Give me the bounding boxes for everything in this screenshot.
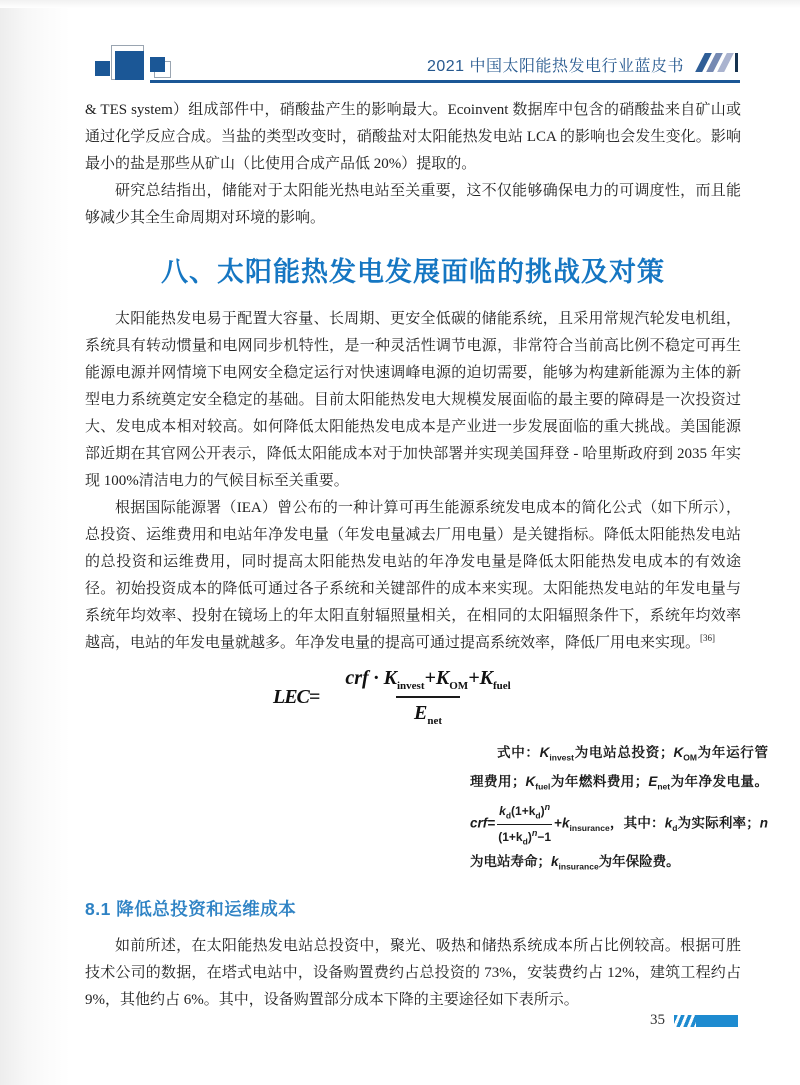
legend-text: ) [540,804,545,819]
term-k-invest: K [383,667,397,689]
legend-text: −1 [537,829,551,844]
plus-sign: + [424,667,436,689]
formula-lhs [273,686,319,709]
sub-invest: invest [396,680,425,692]
crf-fraction [497,800,552,848]
blueprint-logo-icon [90,44,180,84]
var-k: K [525,773,536,789]
term-k-fuel: K [479,667,493,689]
legend-text: 为年净发电量。 [670,773,769,789]
sub-d: d [672,823,678,834]
var-e: E [648,773,658,789]
var-k: K [539,745,550,760]
legend-text: (1+k [498,829,523,844]
formula-equals: = [308,685,320,708]
page-top-shadow [0,0,800,8]
paragraph-tes-nitrate: & TES system）组成部件中，硝酸盐产生的影响最大。Ecoinvent 数据库中包含的硝酸盐来自矿山或通过化学反应合成。当盐的类型改变时，硝酸盐对太阳能热发电站 LCA 的影响也会发生变化。影响最小的盐是那些从矿山（比使用合成产品低 20%）提取的。 [85,102,741,172]
logo-small-left-square [95,61,110,76]
formula-legend [470,741,768,879]
sup-n: n [544,802,551,813]
term-crf: crf [345,667,369,689]
paragraph-csp-advantages: 太阳能热发电易于配置大容量、长周期、更安全低碳的储能系统，且采用常规汽轮发电机组，系统具有转动惯量和电网同步机特性，是一种灵活性调节电源，非常符合当前高比例不稳定可再生能源电源并网情境下电网安全稳定运行对快速调峰电源的迫切需要，能够为构建新能源为主体的新型电力系统奠定安全稳定的基础。目前太阳能热发电大规模发展面临的最主要的障碍是一次投资过大、发电成本相对较高。如何降低太阳能热发电成本是产业进一步发展面临的重大挑战。美国能源部近期在其官网公开表示，降低太阳能成本对于加快部署并实现美国拜登 - 哈里斯政府到 2035 年实现 100%清洁电力的气候目标至关重要。 [85,311,741,489]
legend-text: 为年保险费。 [598,854,680,870]
logo-big-square [115,51,144,80]
var-k: k [551,854,559,870]
paragraph-cost-breakdown: 如前所述，在太阳能热发电站总投资中，聚光、吸热和储热系统成本所占比例较高。根据可胜技术公司的数据，在塔式电站中，设备购置费约占总投资的 73%，安装费约占 12%，建筑工程约占 9%，其他约占 6%。其中，设备购置部分成本下降的主要途径如下表所示。 [85,937,741,1008]
var-k: k [499,804,506,819]
chapter-heading: 八、太阳能热发电发展面临的挑战及对策 [161,257,665,287]
header-divider-line [150,80,740,83]
legend-text: ，其中： [609,815,665,831]
page-left-shadow [0,0,70,1085]
logo-small-right-square [150,57,165,72]
paragraph-iea-text: 根据国际能源署（IEA）曾公布的一种计算可再生能源系统发电成本的简化公式（如下所示），总投资、运维费用和电站年净发电量（年发电量减去厂用电量）是关键指标。降低太阳能热发电站的总投资和运维费用，同时提高太阳能热发电站的年净发电量是降低太阳能热发电成本的有效途径。初始投资成本的降低可通过各子系统和关键部件的成本来实现。太阳能热发电站的年发电量与系统年均效率、投射在镜场上的年太阳直射辐照量相关，在相同的太阳辐照条件下，系统年均效率越高，电站的年发电量就越多。年净发电量的提高可通过提高系统效率，降低厂用电来实现。 [85,500,741,651]
var-k: k [664,815,673,831]
page-content [85,97,769,1014]
sub-net: net [657,781,671,792]
sub-d: d [535,810,541,821]
document-title: 2021 中国太阳能热发电行业蓝皮书 [426,58,684,75]
striped-bar-icon [674,1015,738,1027]
slash-end-bar [735,53,738,72]
multiply-dot: · [373,667,379,689]
page-footer [650,1012,738,1029]
var-k: k [562,815,570,831]
lec-formula-block [273,667,769,879]
sub-om: OM [449,680,469,692]
legend-text: 为年运行管理费用； [470,745,769,789]
paragraph-iea-formula-intro [85,495,741,657]
crf-fraction-denominator [498,825,551,848]
formula-fraction [335,667,520,727]
lec-formula [273,667,593,727]
subsection-heading-8-1: 8.1 降低总投资和运维成本 [85,898,297,919]
sub-om: OM [683,752,697,763]
legend-text: 式中： [497,745,540,760]
legend-text: 为年燃料费用； [550,773,649,789]
formula-numerator [335,667,520,696]
citation-36: [36] [700,633,716,643]
paragraph-storage-conclusion: 研究总结指出，储能对于太阳能光热电站至关重要，这不仅能够确保电力的可调度性，而且能够减少其全生命周期对环境的影响。 [85,183,741,226]
var-n: n [759,815,769,831]
plus-sign: + [554,815,562,831]
legend-text: 为电站总投资； [573,745,674,760]
sub-insurance: insurance [558,861,599,872]
sub-invest: invest [549,752,574,763]
sub-insurance: insurance [569,823,610,834]
plus-sign: + [468,667,480,689]
sub-net: net [427,715,442,727]
formula-lec: LEC [273,685,309,708]
legend-text: 为实际利率； [677,815,760,831]
footer-bar-solid [696,1015,738,1027]
sub-fuel: fuel [492,680,511,692]
footer-bar-stripes [674,1015,696,1027]
legend-text: 为电站寿命； [470,854,551,870]
triple-slash-icon [692,53,738,72]
sub-d: d [522,836,528,847]
term-e-net: E [413,702,428,724]
var-crf: crf= [470,815,496,831]
legend-text: (1+k [511,804,536,819]
page-number: 35 [650,1012,665,1028]
formula-denominator [396,696,460,727]
sub-d: d [505,810,512,821]
sup-n: n [531,827,538,838]
legend-text: ) [527,829,532,844]
sub-fuel: fuel [535,781,551,792]
term-k-om: K [435,667,450,689]
var-k: K [673,745,684,760]
crf-fraction-numerator [497,800,552,824]
